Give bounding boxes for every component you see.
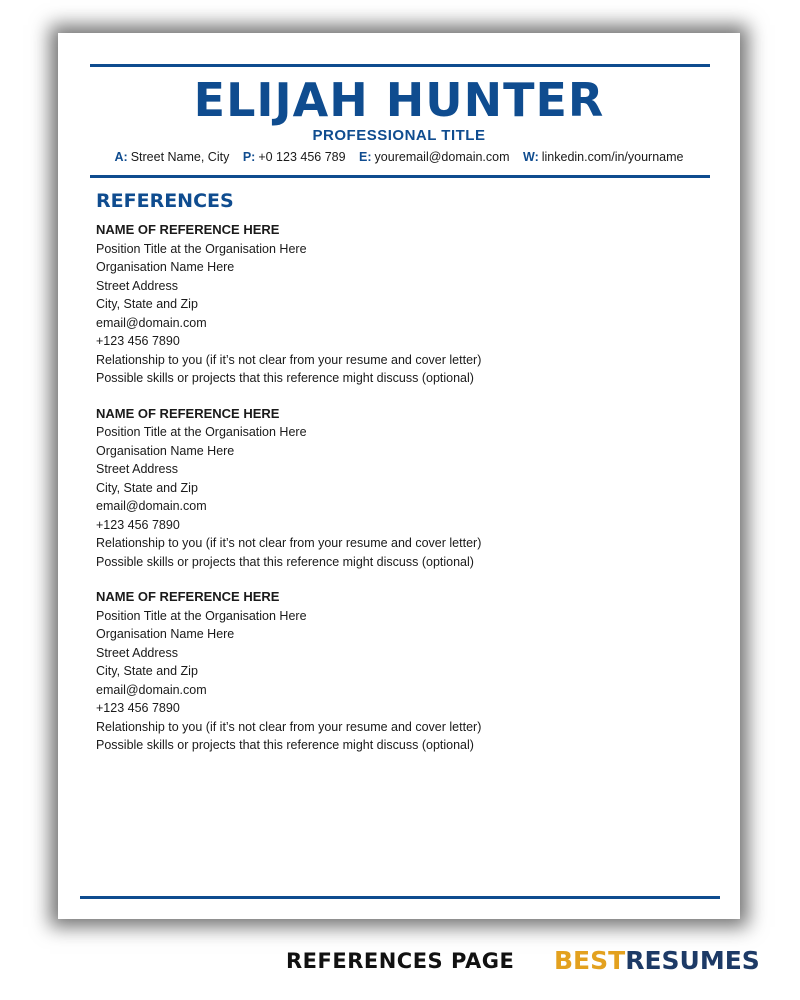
address-value: Street Name, City [130,150,230,164]
reference-organisation: Organisation Name Here [96,260,235,274]
reference-name: NAME OF REFERENCE HERE [96,405,280,421]
phone-label: P: [242,150,256,164]
reference-name: NAME OF REFERENCE HERE [96,589,280,604]
reference-street: Street Address [96,278,178,293]
brand-logo [554,946,760,976]
email-label: E: [359,150,372,164]
reference-phone: +123 456 7890 [96,334,180,348]
footer-label: REFERENCES PAGE [286,949,515,973]
reference-street: Street Address [96,462,178,476]
phone-value: +0 123 456 789 [258,150,346,164]
reference-email: email@domain.com [96,315,207,330]
reference-skills: Possible skills or projects that this reference might discuss (optional) [96,738,474,752]
contact-email [359,150,509,164]
web-value: linkedin.com/in/yourname [541,150,684,164]
reference-name: NAME OF REFERENCE HERE [96,222,280,237]
contact-phone [243,150,346,164]
reference-phone: +123 456 7890 [96,701,180,715]
references-list [96,221,696,772]
reference-email: email@domain.com [96,499,207,513]
reference-position: Position Title at the Organisation Here [96,425,307,439]
candidate-name: ELIJAH HUNTER [193,73,605,127]
reference-position: Position Title at the Organisation Here [96,608,307,623]
reference-relationship: Relationship to you (if it’s not clear from your resume and cover letter) [96,719,482,734]
reference-city: City, State and Zip [96,480,198,495]
reference-city: City, State and Zip [96,297,198,311]
reference-street: Street Address [96,645,178,660]
contact-line [58,149,740,165]
email-value: youremail@domain.com [374,150,510,164]
header-bottom-rule [90,175,710,178]
reference-entry [96,588,696,755]
footer-rule [80,896,720,899]
top-rule [90,64,710,67]
contact-web [523,150,684,164]
reference-skills: Possible skills or projects that this reference might discuss (optional) [96,554,474,569]
reference-entry [96,221,696,388]
brand-part-best: BEST [554,946,626,975]
web-label: W: [523,150,539,164]
brand-part-resumes: RESUMES [625,946,760,975]
reference-relationship: Relationship to you (if it’s not clear from your resume and cover letter) [96,352,482,367]
reference-relationship: Relationship to you (if it’s not clear from your resume and cover letter) [96,536,482,550]
contact-address [114,150,229,164]
reference-city: City, State and Zip [96,664,198,678]
address-label: A: [114,150,128,164]
reference-skills: Possible skills or projects that this reference might discuss (optional) [96,371,474,385]
reference-entry [96,405,696,572]
reference-phone: +123 456 7890 [96,517,180,532]
professional-title: PROFESSIONAL TITLE [312,127,486,144]
reference-organisation: Organisation Name Here [96,627,235,641]
section-heading: REFERENCES [96,190,234,212]
reference-position: Position Title at the Organisation Here [96,241,307,256]
reference-email: email@domain.com [96,682,207,697]
reference-organisation: Organisation Name Here [96,443,235,458]
resume-page [58,33,740,919]
